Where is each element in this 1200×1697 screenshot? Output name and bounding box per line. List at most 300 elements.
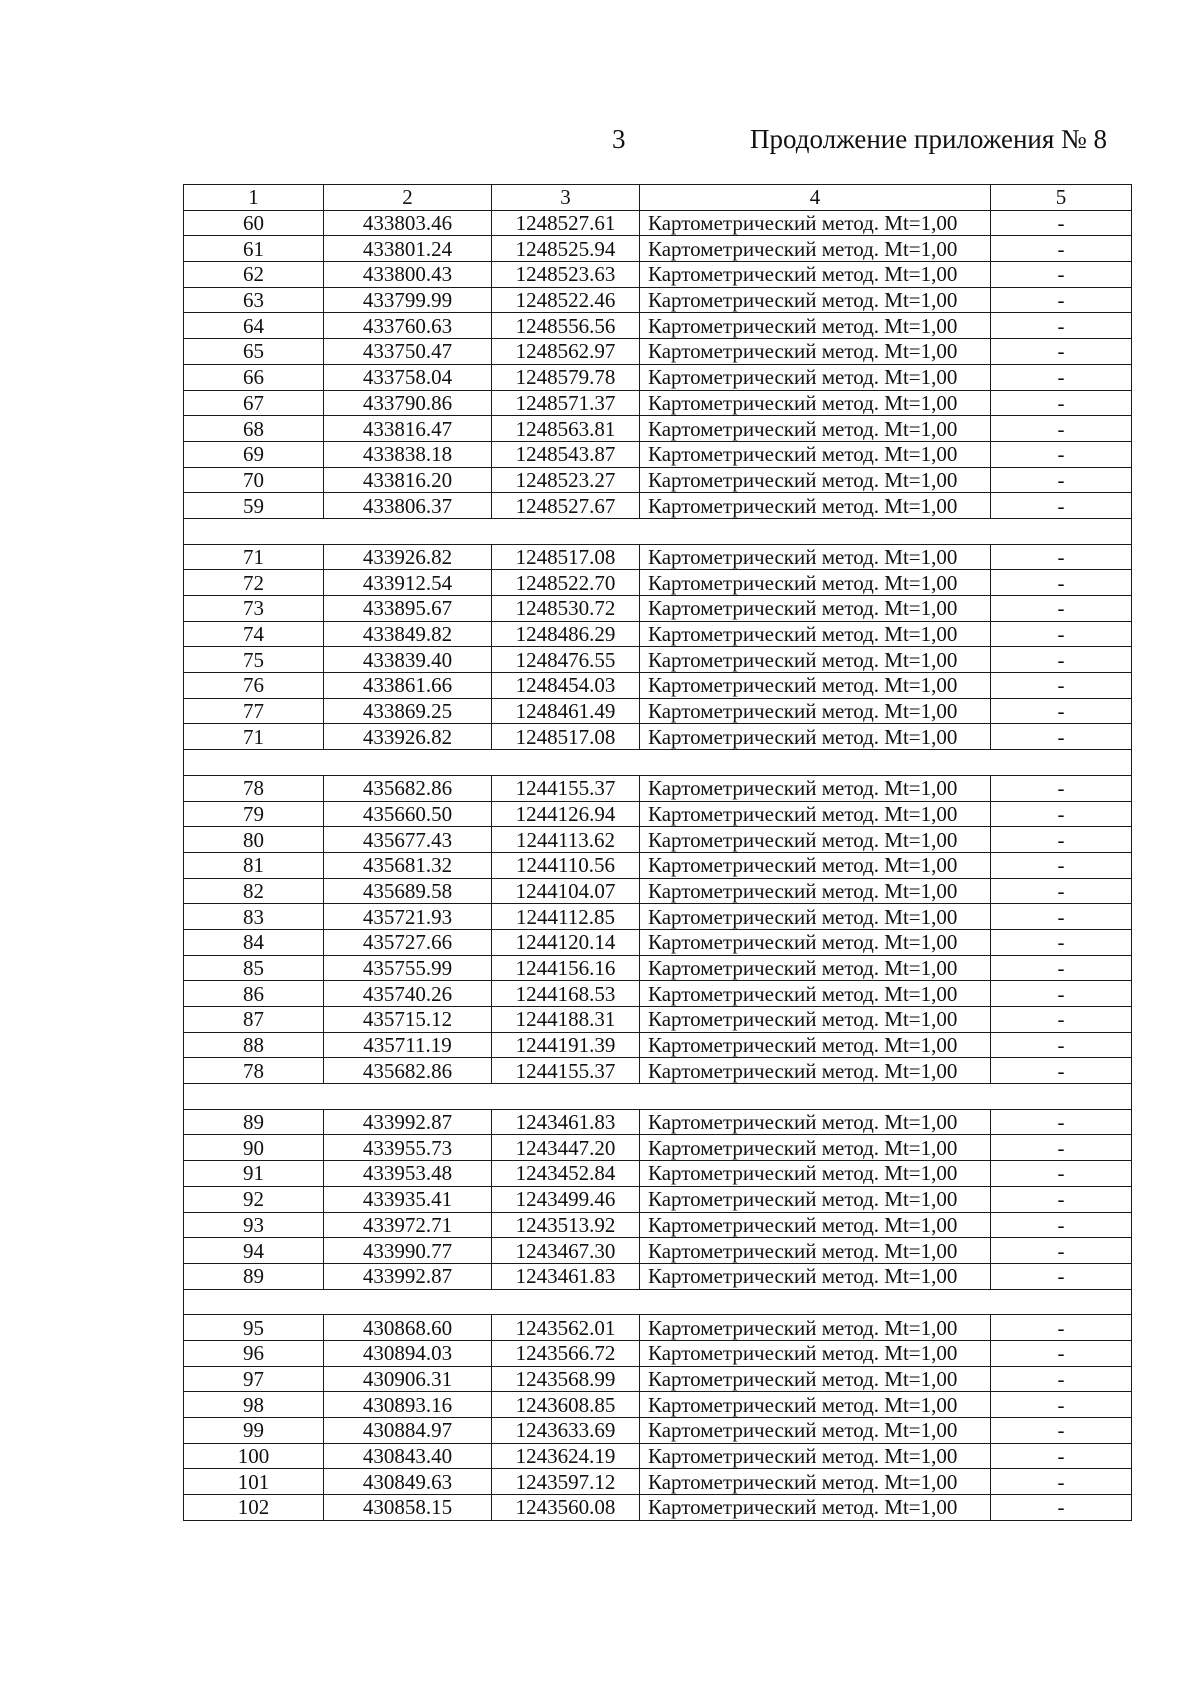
y-coordinate-cell: 1244110.56 (492, 852, 640, 878)
y-coordinate-cell: 1248523.63 (492, 262, 640, 288)
table-row (184, 1366, 1132, 1392)
point-number-cell: 85 (184, 955, 324, 981)
method-cell: Картометрический метод. Mt=1,00 (640, 596, 991, 622)
table-row (184, 313, 1132, 339)
note-cell: - (991, 1032, 1132, 1058)
table-row (184, 1135, 1132, 1161)
x-coordinate-cell: 430858.15 (324, 1495, 492, 1521)
method-cell: Картометрический метод. Mt=1,00 (640, 929, 991, 955)
header-row (184, 185, 1132, 211)
y-coordinate-cell: 1248517.08 (492, 544, 640, 570)
coordinates-table (183, 184, 1132, 1521)
y-coordinate-cell: 1244188.31 (492, 1007, 640, 1033)
x-coordinate-cell: 433838.18 (324, 441, 492, 467)
note-cell: - (991, 724, 1132, 750)
note-cell: - (991, 236, 1132, 262)
note-cell: - (991, 313, 1132, 339)
point-number-cell: 97 (184, 1366, 324, 1392)
x-coordinate-cell: 433861.66 (324, 673, 492, 699)
point-number-cell: 78 (184, 775, 324, 801)
x-coordinate-cell: 430849.63 (324, 1469, 492, 1495)
point-number-cell: 98 (184, 1392, 324, 1418)
x-coordinate-cell: 435689.58 (324, 878, 492, 904)
table-row (184, 1340, 1132, 1366)
x-coordinate-cell: 433926.82 (324, 544, 492, 570)
table-row (184, 1469, 1132, 1495)
x-coordinate-cell: 435682.86 (324, 775, 492, 801)
method-cell: Картометрический метод. Mt=1,00 (640, 955, 991, 981)
y-coordinate-cell: 1248571.37 (492, 390, 640, 416)
point-number-cell: 71 (184, 724, 324, 750)
table-row (184, 724, 1132, 750)
x-coordinate-cell: 435681.32 (324, 852, 492, 878)
note-cell: - (991, 287, 1132, 313)
table-row (184, 1032, 1132, 1058)
x-coordinate-cell: 433816.20 (324, 467, 492, 493)
x-coordinate-cell: 435740.26 (324, 981, 492, 1007)
point-number-cell: 96 (184, 1340, 324, 1366)
x-coordinate-cell: 433926.82 (324, 724, 492, 750)
y-coordinate-cell: 1243499.46 (492, 1186, 640, 1212)
x-coordinate-cell: 430884.97 (324, 1418, 492, 1444)
note-cell: - (991, 364, 1132, 390)
method-cell: Картометрический метод. Mt=1,00 (640, 210, 991, 236)
y-coordinate-cell: 1248525.94 (492, 236, 640, 262)
x-coordinate-cell: 433935.41 (324, 1186, 492, 1212)
point-number-cell: 73 (184, 596, 324, 622)
table-row (184, 1238, 1132, 1264)
table-row (184, 441, 1132, 467)
x-coordinate-cell: 433799.99 (324, 287, 492, 313)
point-number-cell: 93 (184, 1212, 324, 1238)
method-cell: Картометрический метод. Mt=1,00 (640, 621, 991, 647)
x-coordinate-cell: 433992.87 (324, 1109, 492, 1135)
y-coordinate-cell: 1244155.37 (492, 1058, 640, 1084)
page-caption: Продолжение приложения № 8 (750, 124, 1108, 154)
table-row (184, 1495, 1132, 1521)
note-cell: - (991, 1058, 1132, 1084)
note-cell: - (991, 441, 1132, 467)
x-coordinate-cell: 435660.50 (324, 801, 492, 827)
y-coordinate-cell: 1248530.72 (492, 596, 640, 622)
note-cell: - (991, 1007, 1132, 1033)
note-cell: - (991, 827, 1132, 853)
note-cell: - (991, 1315, 1132, 1341)
method-cell: Картометрический метод. Mt=1,00 (640, 1392, 991, 1418)
note-cell: - (991, 1392, 1132, 1418)
point-number-cell: 72 (184, 570, 324, 596)
y-coordinate-cell: 1244112.85 (492, 904, 640, 930)
method-cell: Картометрический метод. Mt=1,00 (640, 544, 991, 570)
method-cell: Картометрический метод. Mt=1,00 (640, 904, 991, 930)
method-cell: Картометрический метод. Mt=1,00 (640, 673, 991, 699)
point-number-cell: 100 (184, 1443, 324, 1469)
point-number-cell: 89 (184, 1109, 324, 1135)
method-cell: Картометрический метод. Mt=1,00 (640, 1469, 991, 1495)
note-cell: - (991, 981, 1132, 1007)
x-coordinate-cell: 433758.04 (324, 364, 492, 390)
y-coordinate-cell: 1248527.67 (492, 493, 640, 519)
table-row (184, 673, 1132, 699)
method-cell: Картометрический метод. Mt=1,00 (640, 570, 991, 596)
point-number-cell: 88 (184, 1032, 324, 1058)
method-cell: Картометрический метод. Mt=1,00 (640, 1007, 991, 1033)
column-header: 4 (640, 185, 991, 211)
table-row (184, 929, 1132, 955)
method-cell: Картометрический метод. Mt=1,00 (640, 441, 991, 467)
point-number-cell: 65 (184, 339, 324, 365)
y-coordinate-cell: 1244155.37 (492, 775, 640, 801)
table-row (184, 1392, 1132, 1418)
point-number-cell: 95 (184, 1315, 324, 1341)
y-coordinate-cell: 1244126.94 (492, 801, 640, 827)
x-coordinate-cell: 435755.99 (324, 955, 492, 981)
note-cell: - (991, 673, 1132, 699)
table-row (184, 339, 1132, 365)
y-coordinate-cell: 1244191.39 (492, 1032, 640, 1058)
y-coordinate-cell: 1244113.62 (492, 827, 640, 853)
note-cell: - (991, 852, 1132, 878)
x-coordinate-cell: 435682.86 (324, 1058, 492, 1084)
x-coordinate-cell: 430893.16 (324, 1392, 492, 1418)
table-row (184, 1315, 1132, 1341)
y-coordinate-cell: 1243566.72 (492, 1340, 640, 1366)
point-number-cell: 71 (184, 544, 324, 570)
y-coordinate-cell: 1243461.83 (492, 1263, 640, 1289)
table-row (184, 544, 1132, 570)
table-body (184, 210, 1132, 1520)
x-coordinate-cell: 433816.47 (324, 416, 492, 442)
table-row (184, 1058, 1132, 1084)
x-coordinate-cell: 435721.93 (324, 904, 492, 930)
x-coordinate-cell: 433806.37 (324, 493, 492, 519)
note-cell: - (991, 493, 1132, 519)
point-number-cell: 64 (184, 313, 324, 339)
x-coordinate-cell: 433869.25 (324, 698, 492, 724)
method-cell: Картометрический метод. Mt=1,00 (640, 1032, 991, 1058)
x-coordinate-cell: 433972.71 (324, 1212, 492, 1238)
y-coordinate-cell: 1248517.08 (492, 724, 640, 750)
y-coordinate-cell: 1243608.85 (492, 1392, 640, 1418)
point-number-cell: 91 (184, 1161, 324, 1187)
y-coordinate-cell: 1243447.20 (492, 1135, 640, 1161)
y-coordinate-cell: 1248543.87 (492, 441, 640, 467)
y-coordinate-cell: 1244120.14 (492, 929, 640, 955)
point-number-cell: 90 (184, 1135, 324, 1161)
point-number-cell: 69 (184, 441, 324, 467)
table-row (184, 775, 1132, 801)
method-cell: Картометрический метод. Mt=1,00 (640, 493, 991, 519)
method-cell: Картометрический метод. Mt=1,00 (640, 1315, 991, 1341)
point-number-cell: 92 (184, 1186, 324, 1212)
method-cell: Картометрический метод. Mt=1,00 (640, 878, 991, 904)
note-cell: - (991, 1340, 1132, 1366)
y-coordinate-cell: 1243560.08 (492, 1495, 640, 1521)
point-number-cell: 87 (184, 1007, 324, 1033)
note-cell: - (991, 1495, 1132, 1521)
table-row (184, 852, 1132, 878)
y-coordinate-cell: 1244104.07 (492, 878, 640, 904)
point-number-cell: 66 (184, 364, 324, 390)
group-separator-row (184, 1289, 1132, 1315)
method-cell: Картометрический метод. Mt=1,00 (640, 1340, 991, 1366)
y-coordinate-cell: 1244168.53 (492, 981, 640, 1007)
table-row (184, 467, 1132, 493)
x-coordinate-cell: 433990.77 (324, 1238, 492, 1264)
y-coordinate-cell: 1244156.16 (492, 955, 640, 981)
note-cell: - (991, 339, 1132, 365)
x-coordinate-cell: 435711.19 (324, 1032, 492, 1058)
method-cell: Картометрический метод. Mt=1,00 (640, 1443, 991, 1469)
table-row (184, 1109, 1132, 1135)
table-row (184, 1186, 1132, 1212)
method-cell: Картометрический метод. Mt=1,00 (640, 698, 991, 724)
y-coordinate-cell: 1248579.78 (492, 364, 640, 390)
y-coordinate-cell: 1248562.97 (492, 339, 640, 365)
point-number-cell: 86 (184, 981, 324, 1007)
point-number-cell: 70 (184, 467, 324, 493)
table-row (184, 416, 1132, 442)
y-coordinate-cell: 1248527.61 (492, 210, 640, 236)
point-number-cell: 74 (184, 621, 324, 647)
x-coordinate-cell: 433790.86 (324, 390, 492, 416)
x-coordinate-cell: 430894.03 (324, 1340, 492, 1366)
method-cell: Картометрический метод. Mt=1,00 (640, 1238, 991, 1264)
y-coordinate-cell: 1248454.03 (492, 673, 640, 699)
table-row (184, 878, 1132, 904)
table-row (184, 955, 1132, 981)
column-header: 5 (991, 185, 1132, 211)
column-header: 2 (324, 185, 492, 211)
point-number-cell: 62 (184, 262, 324, 288)
method-cell: Картометрический метод. Mt=1,00 (640, 390, 991, 416)
method-cell: Картометрический метод. Mt=1,00 (640, 1418, 991, 1444)
point-number-cell: 59 (184, 493, 324, 519)
method-cell: Картометрический метод. Mt=1,00 (640, 313, 991, 339)
x-coordinate-cell: 433849.82 (324, 621, 492, 647)
table-row (184, 390, 1132, 416)
method-cell: Картометрический метод. Mt=1,00 (640, 1109, 991, 1135)
method-cell: Картометрический метод. Mt=1,00 (640, 724, 991, 750)
table-row (184, 1443, 1132, 1469)
point-number-cell: 89 (184, 1263, 324, 1289)
y-coordinate-cell: 1243633.69 (492, 1418, 640, 1444)
x-coordinate-cell: 433760.63 (324, 313, 492, 339)
y-coordinate-cell: 1243461.83 (492, 1109, 640, 1135)
point-number-cell: 77 (184, 698, 324, 724)
method-cell: Картометрический метод. Mt=1,00 (640, 852, 991, 878)
method-cell: Картометрический метод. Mt=1,00 (640, 236, 991, 262)
point-number-cell: 84 (184, 929, 324, 955)
point-number-cell: 76 (184, 673, 324, 699)
method-cell: Картометрический метод. Mt=1,00 (640, 364, 991, 390)
method-cell: Картометрический метод. Mt=1,00 (640, 1058, 991, 1084)
note-cell: - (991, 262, 1132, 288)
note-cell: - (991, 1238, 1132, 1264)
method-cell: Картометрический метод. Mt=1,00 (640, 416, 991, 442)
note-cell: - (991, 1135, 1132, 1161)
y-coordinate-cell: 1248476.55 (492, 647, 640, 673)
y-coordinate-cell: 1243597.12 (492, 1469, 640, 1495)
x-coordinate-cell: 433955.73 (324, 1135, 492, 1161)
table-row (184, 1418, 1132, 1444)
note-cell: - (991, 698, 1132, 724)
x-coordinate-cell: 433992.87 (324, 1263, 492, 1289)
column-header: 1 (184, 185, 324, 211)
note-cell: - (991, 621, 1132, 647)
y-coordinate-cell: 1248486.29 (492, 621, 640, 647)
group-separator (184, 1289, 1132, 1315)
x-coordinate-cell: 433912.54 (324, 570, 492, 596)
x-coordinate-cell: 430843.40 (324, 1443, 492, 1469)
table-row (184, 287, 1132, 313)
note-cell: - (991, 1443, 1132, 1469)
point-number-cell: 80 (184, 827, 324, 853)
y-coordinate-cell: 1243513.92 (492, 1212, 640, 1238)
method-cell: Картометрический метод. Mt=1,00 (640, 339, 991, 365)
note-cell: - (991, 878, 1132, 904)
point-number-cell: 101 (184, 1469, 324, 1495)
table-row (184, 647, 1132, 673)
table-row (184, 1263, 1132, 1289)
table-row (184, 698, 1132, 724)
group-separator-row (184, 1084, 1132, 1110)
point-number-cell: 60 (184, 210, 324, 236)
group-separator-row (184, 750, 1132, 776)
table-row (184, 801, 1132, 827)
table-row (184, 364, 1132, 390)
table-row (184, 621, 1132, 647)
x-coordinate-cell: 433839.40 (324, 647, 492, 673)
method-cell: Картометрический метод. Mt=1,00 (640, 981, 991, 1007)
note-cell: - (991, 544, 1132, 570)
note-cell: - (991, 1418, 1132, 1444)
table-row (184, 570, 1132, 596)
x-coordinate-cell: 435727.66 (324, 929, 492, 955)
y-coordinate-cell: 1248522.70 (492, 570, 640, 596)
y-coordinate-cell: 1243568.99 (492, 1366, 640, 1392)
method-cell: Картометрический метод. Mt=1,00 (640, 1495, 991, 1521)
y-coordinate-cell: 1243467.30 (492, 1238, 640, 1264)
column-header: 3 (492, 185, 640, 211)
method-cell: Картометрический метод. Mt=1,00 (640, 1186, 991, 1212)
method-cell: Картометрический метод. Mt=1,00 (640, 647, 991, 673)
table-row (184, 1161, 1132, 1187)
y-coordinate-cell: 1243452.84 (492, 1161, 640, 1187)
point-number-cell: 81 (184, 852, 324, 878)
table-row (184, 1212, 1132, 1238)
method-cell: Картометрический метод. Mt=1,00 (640, 262, 991, 288)
note-cell: - (991, 775, 1132, 801)
note-cell: - (991, 210, 1132, 236)
point-number-cell: 83 (184, 904, 324, 930)
x-coordinate-cell: 435677.43 (324, 827, 492, 853)
note-cell: - (991, 1186, 1132, 1212)
point-number-cell: 82 (184, 878, 324, 904)
method-cell: Картометрический метод. Mt=1,00 (640, 1366, 991, 1392)
method-cell: Картометрический метод. Mt=1,00 (640, 775, 991, 801)
page-number: 3 (612, 124, 626, 154)
table-row (184, 210, 1132, 236)
group-separator (184, 750, 1132, 776)
table-row (184, 596, 1132, 622)
point-number-cell: 68 (184, 416, 324, 442)
y-coordinate-cell: 1248461.49 (492, 698, 640, 724)
point-number-cell: 78 (184, 1058, 324, 1084)
point-number-cell: 99 (184, 1418, 324, 1444)
point-number-cell: 79 (184, 801, 324, 827)
y-coordinate-cell: 1248563.81 (492, 416, 640, 442)
note-cell: - (991, 1212, 1132, 1238)
point-number-cell: 94 (184, 1238, 324, 1264)
x-coordinate-cell: 435715.12 (324, 1007, 492, 1033)
method-cell: Картометрический метод. Mt=1,00 (640, 287, 991, 313)
point-number-cell: 63 (184, 287, 324, 313)
y-coordinate-cell: 1243624.19 (492, 1443, 640, 1469)
table-row (184, 827, 1132, 853)
table-row (184, 1007, 1132, 1033)
x-coordinate-cell: 430906.31 (324, 1366, 492, 1392)
note-cell: - (991, 801, 1132, 827)
x-coordinate-cell: 433953.48 (324, 1161, 492, 1187)
y-coordinate-cell: 1248522.46 (492, 287, 640, 313)
table-row (184, 236, 1132, 262)
method-cell: Картометрический метод. Mt=1,00 (640, 827, 991, 853)
group-separator (184, 1084, 1132, 1110)
note-cell: - (991, 904, 1132, 930)
method-cell: Картометрический метод. Mt=1,00 (640, 467, 991, 493)
note-cell: - (991, 570, 1132, 596)
method-cell: Картометрический метод. Mt=1,00 (640, 1263, 991, 1289)
note-cell: - (991, 1109, 1132, 1135)
table-row (184, 493, 1132, 519)
x-coordinate-cell: 433750.47 (324, 339, 492, 365)
method-cell: Картометрический метод. Mt=1,00 (640, 1135, 991, 1161)
x-coordinate-cell: 433801.24 (324, 236, 492, 262)
x-coordinate-cell: 433803.46 (324, 210, 492, 236)
table-row (184, 262, 1132, 288)
group-separator (184, 518, 1132, 544)
point-number-cell: 61 (184, 236, 324, 262)
point-number-cell: 75 (184, 647, 324, 673)
note-cell: - (991, 390, 1132, 416)
note-cell: - (991, 647, 1132, 673)
point-number-cell: 67 (184, 390, 324, 416)
point-number-cell: 102 (184, 1495, 324, 1521)
note-cell: - (991, 467, 1132, 493)
method-cell: Картометрический метод. Mt=1,00 (640, 801, 991, 827)
y-coordinate-cell: 1243562.01 (492, 1315, 640, 1341)
note-cell: - (991, 1161, 1132, 1187)
note-cell: - (991, 929, 1132, 955)
method-cell: Картометрический метод. Mt=1,00 (640, 1161, 991, 1187)
table-row (184, 904, 1132, 930)
x-coordinate-cell: 433800.43 (324, 262, 492, 288)
y-coordinate-cell: 1248556.56 (492, 313, 640, 339)
note-cell: - (991, 1263, 1132, 1289)
x-coordinate-cell: 433895.67 (324, 596, 492, 622)
note-cell: - (991, 416, 1132, 442)
group-separator-row (184, 518, 1132, 544)
table-header (184, 185, 1132, 211)
note-cell: - (991, 1366, 1132, 1392)
table-row (184, 981, 1132, 1007)
method-cell: Картометрический метод. Mt=1,00 (640, 1212, 991, 1238)
y-coordinate-cell: 1248523.27 (492, 467, 640, 493)
note-cell: - (991, 1469, 1132, 1495)
x-coordinate-cell: 430868.60 (324, 1315, 492, 1341)
note-cell: - (991, 596, 1132, 622)
